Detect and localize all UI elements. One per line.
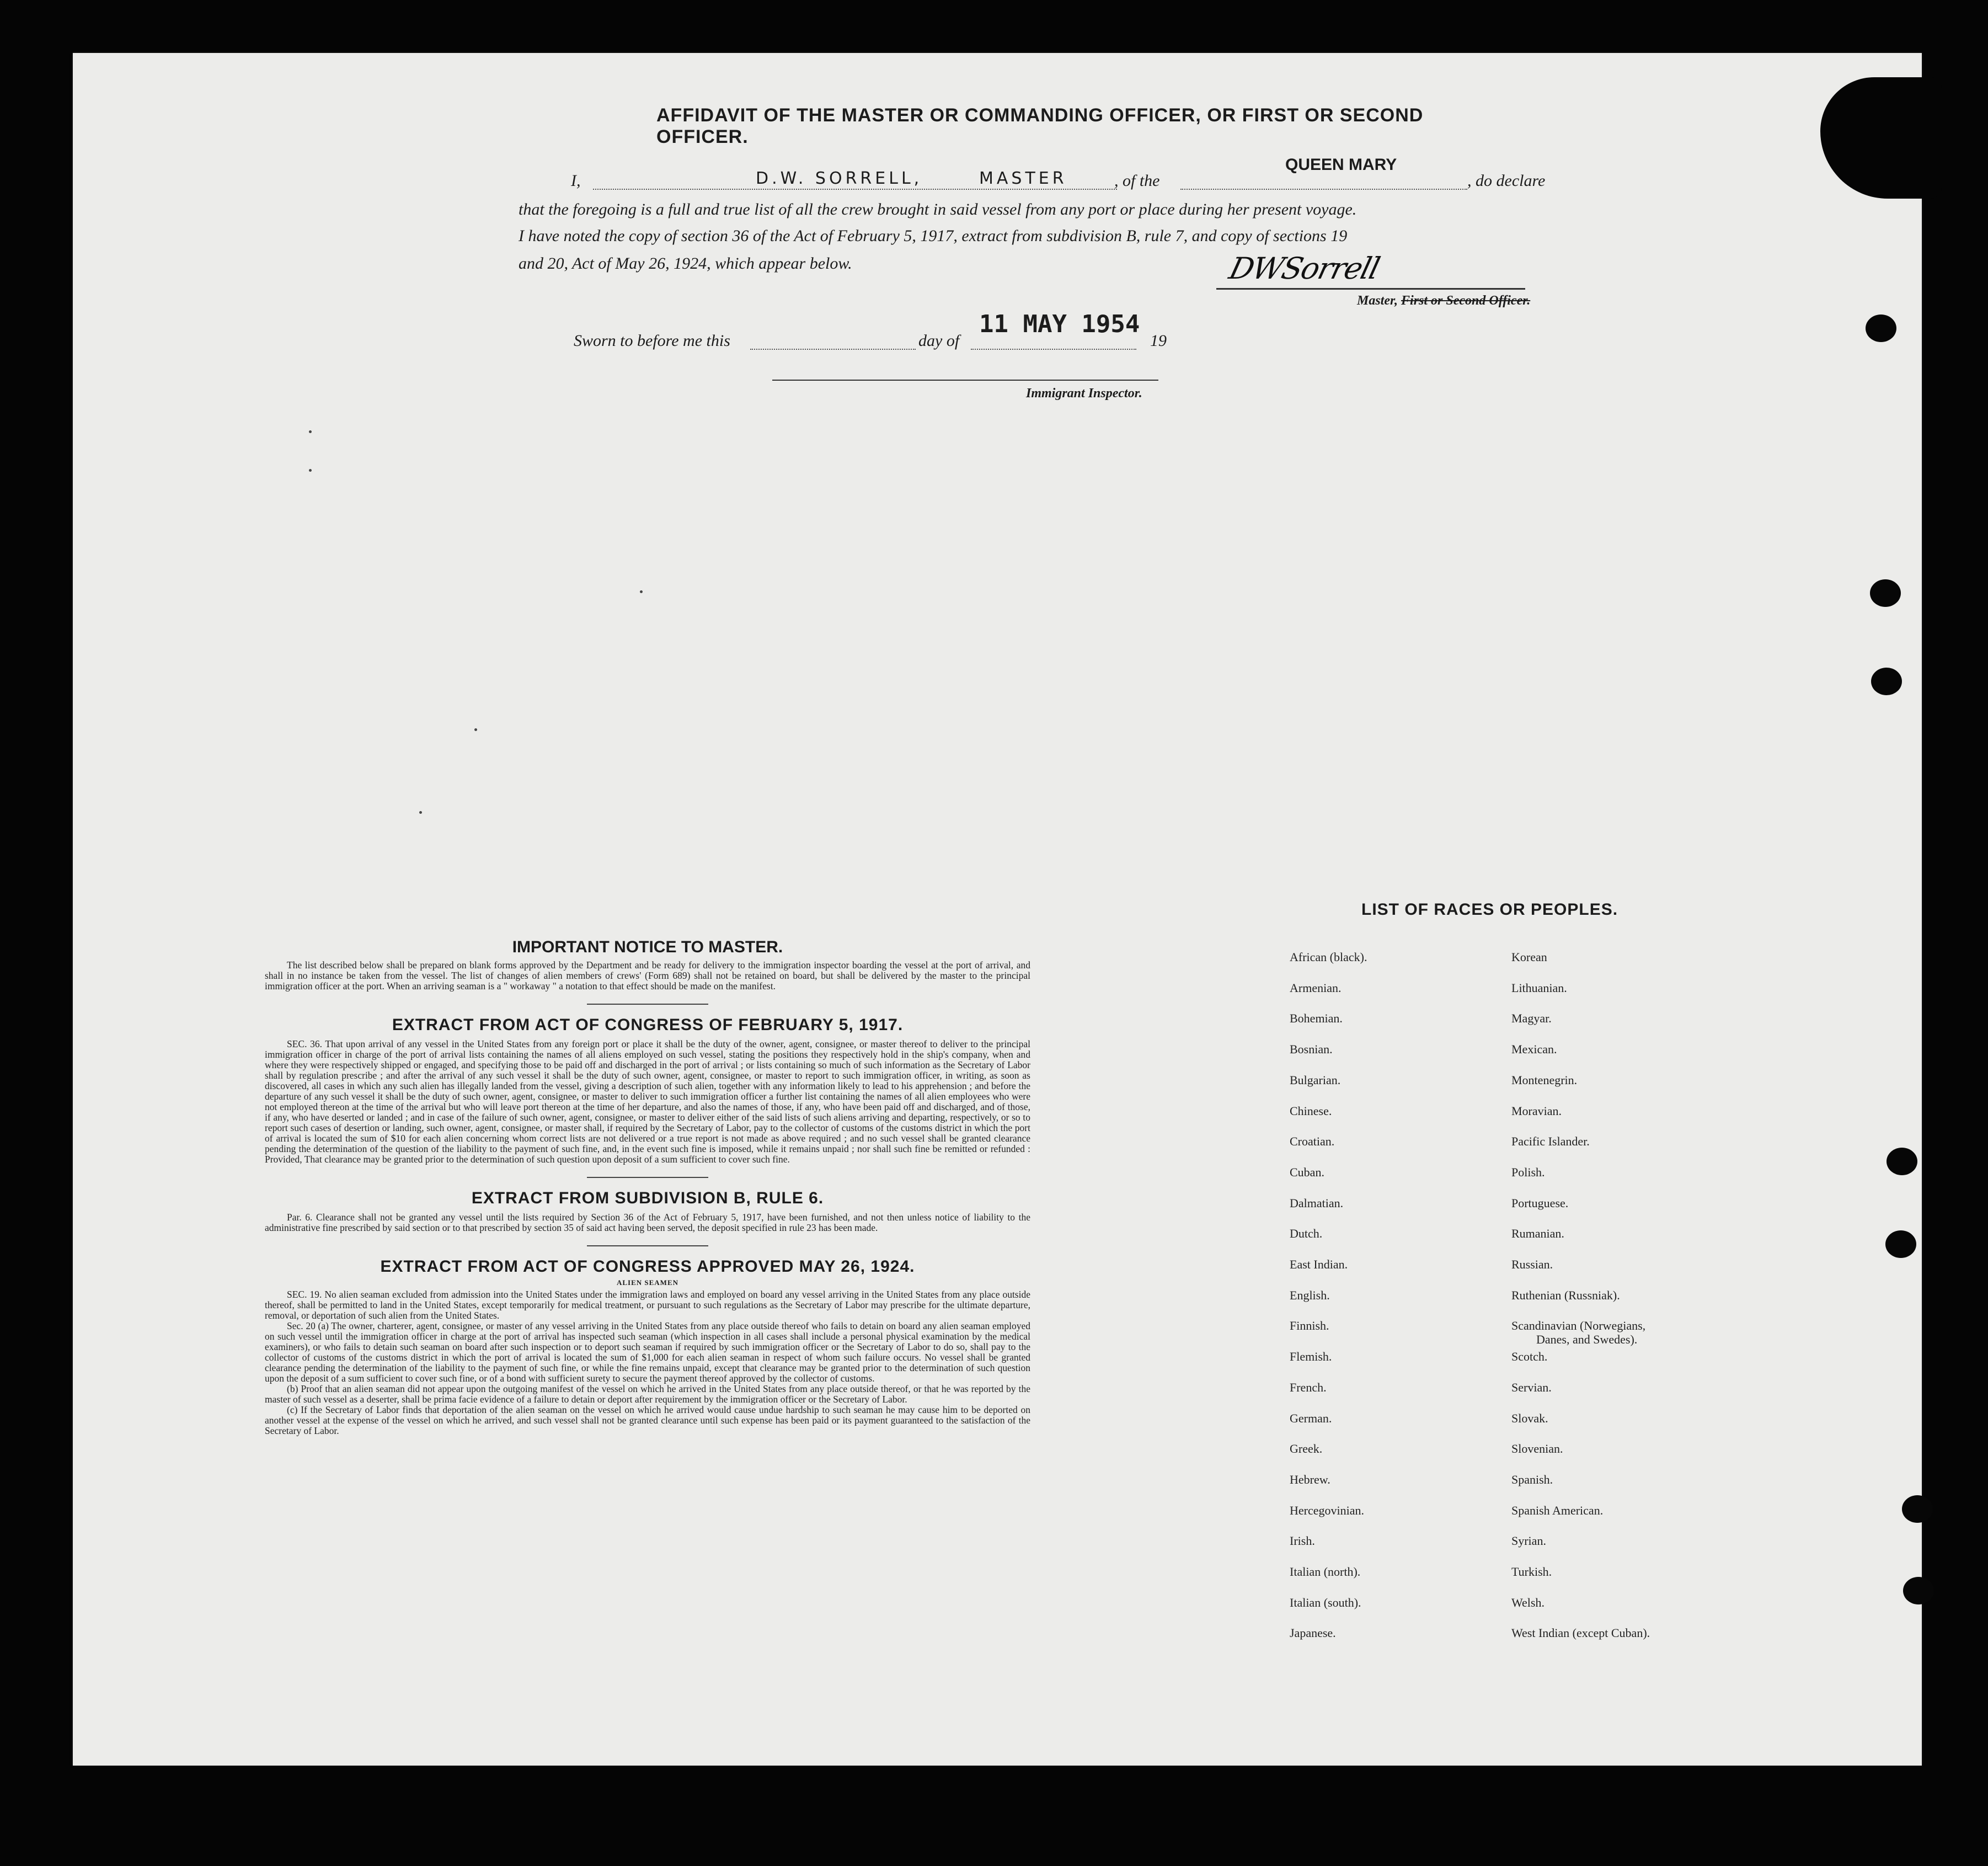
punch-hole (1887, 1148, 1917, 1175)
vessel-name: QUEEN MARY (1285, 156, 1397, 174)
punch-hole (1866, 314, 1896, 342)
race-item: Cuban. (1290, 1165, 1324, 1179)
sworn-day-line (750, 349, 916, 350)
declaration-line-4: and 20, Act of May 26, 1924, which appear below. (519, 254, 852, 273)
punch-hole (1871, 668, 1902, 695)
race-item: Servian. (1511, 1380, 1552, 1394)
race-item: Bohemian. (1290, 1011, 1343, 1026)
race-item: Ruthenian (Russniak). (1511, 1288, 1620, 1302)
extract-1924-sec20a: Sec. 20 (a) The owner, charterer, agent, consignee, or master of any vessel arriving in the United States from any place outside thereof who fails to detain on board any alien seaman employed on such vessel until the immigration officer in charge at the port of arrival has inspected such seaman (which inspection in all cases shall include a personal physical examination by the medical examiners), or who fails to detain such seaman on board after such inspection or to deport such seaman if required by such immigration officer or the Secretary of Labor to do so, shall pay to the collector of customs of the customs district in which the port of arrival is located the sum of $1,000 for each alien seaman in respect of whom such failure occurs. No vessel shall be granted clearance pending the determination of the liability to the payment of such fine, or while the fine remains unpaid, except that clearance may be granted prior to the determination of such question upon the deposit of a sum sufficient to cover such fine, or of a bond with sufficient surety to secure the payment thereof approved by the collector of customs. (265, 1320, 1030, 1384)
races-title: LIST OF RACES OR PEOPLES. (1361, 900, 1618, 919)
race-item: Greek. (1290, 1442, 1323, 1456)
extract-1917-text: SEC. 36. That upon arrival of any vessel in the United States from any foreign port or place it shall be the duty of the owner, agent, consignee, or master thereof to deliver to the principal immigration officer in charge of the port of arrival lists containing the names of all aliens employed on such vessel, stating the positions they respectively hold in the ship's company, when and where they were respectively shipped or engaged, and specifying those to be paid off and discharged in the port of arrival ; or lists containing so much of such information as the Secretary of Labor shall by regulation prescribe ; and after the arrival of any such vessel it shall be the duty of such owner, agent, consignee, or master to report to such immigration officer, in writing, as soon as discovered, all cases in which any such alien has illegally landed from the vessel, giving a description of such alien, together with any information likely to lead to his apprehension ; and before the departure of any such vessel it shall be the duty of such owner, agent, consignee, or master to deliver to such immigration officer a further list containing the names of all alien employees who were not employed thereon at the time of the arrival but who will leave port thereon at the time of her departure, and also the names of those, if any, who have been paid off and discharged, and of those, if any, who have deserted or landed ; and in case of the failure of such owner, agent, consignee, or master to deliver either of the said lists of such aliens arriving and departing, respectively, or so to report such cases of desertion or landing, such owner, agent, consignee, or master shall, if required by the Secretary of Labor, pay to the collector of customs of the customs district in which the port of arrival is located the sum of $10 for each alien concerning whom correct lists are not delivered or a true report is not made as above required ; and no such vessel shall be granted clearance pending the determination of the question of the liability to the payment of such fine, and, in the event such fine is imposed, while it remains unpaid ; nor shall such fine be remitted or refunded : Provided, That clearance may be granted prior to the determination of such question upon deposit of a sum sufficient to cover such fine. (265, 1038, 1030, 1165)
bleed-mark (309, 430, 312, 433)
signature-caption (1357, 294, 1530, 308)
inspector-line (772, 380, 1158, 381)
race-item: Welsh. (1511, 1595, 1545, 1609)
race-item: English. (1290, 1288, 1330, 1302)
signature-caption-master: Master, (1357, 294, 1402, 308)
declaration-line-3: I have noted the copy of section 36 of the Act of February 5, 1917, extract from subdivision B, rule 7, and copy of sections 19 (519, 227, 1348, 245)
race-item: Russian. (1511, 1257, 1553, 1271)
extract-1924-sec19: SEC. 19. No alien seaman excluded from admission into the United States under the immigration laws and employed on board any vessel arriving in the United States from any place outside thereof, shall be permitted to land in the United States, except temporarily for medical treatment, or pursuant to such regulations as the Secretary of Labor may prescribe for the ultimate departure, removal, or deportation of such alien from the United States. (265, 1289, 1030, 1321)
declaration-line-2: that the foregoing is a full and true list of all the crew brought in said vessel from any port or place during her present voyage. (519, 200, 1357, 218)
vessel-name-line (1180, 189, 1467, 190)
race-item: African (black). (1290, 950, 1367, 964)
bleed-mark (640, 590, 643, 593)
bleed-mark (474, 728, 477, 731)
divider (587, 1004, 708, 1005)
notice-text: The list described below shall be prepared on blank forms approved by the Department and be ready for delivery to the immigration inspector boarding the vessel at the port of arrival, and shall in no instance be taken from the vessel. The list of changes of alien members of crews' (Form 689) shall not be retained on board, but shall be delivered by the master to the principal immigration officer at the port. When an arriving seaman is a " workaway " a notation to that effect should be made on the manifest. (265, 959, 1030, 991)
extract-1917-title: EXTRACT FROM ACT OF CONGRESS OF FEBRUARY 5, 1917. (392, 1016, 904, 1034)
race-item: Armenian. (1290, 980, 1342, 995)
race-item: East Indian. (1290, 1257, 1348, 1271)
master-name: D.W. SORRELL, (756, 169, 923, 188)
race-item: Turkish. (1511, 1565, 1552, 1579)
race-item: German. (1290, 1411, 1332, 1425)
race-item: Hercegovinian. (1290, 1503, 1364, 1517)
race-item: Slovak. (1511, 1411, 1548, 1425)
bleed-mark (419, 811, 422, 814)
punch-hole (1870, 579, 1901, 607)
race-item: Dutch. (1290, 1227, 1323, 1241)
of-the-label: , of the (1114, 172, 1160, 190)
legal-extracts-column (265, 938, 1030, 1436)
notice-title: IMPORTANT NOTICE TO MASTER. (512, 938, 783, 956)
race-item: Dalmatian. (1290, 1196, 1344, 1210)
master-name-line (593, 189, 1117, 190)
punch-hole (1903, 1577, 1934, 1604)
race-item: Hebrew. (1290, 1472, 1330, 1486)
race-item: Scandinavian (Norwegians, (1511, 1319, 1646, 1333)
race-item: Spanish. (1511, 1472, 1553, 1486)
master-role: MASTER (979, 169, 1067, 188)
race-item: Bulgarian. (1290, 1073, 1341, 1087)
race-item: Pacific Islander. (1511, 1134, 1590, 1149)
race-item: Polish. (1511, 1165, 1545, 1179)
extract-rule6-text: Par. 6. Clearance shall not be granted any vessel until the lists required by Section 36 of the Act of February 5, 1917, have been furnished, and not then unless notice of liability to the administrative fine prescribed by said section or to that prescribed by section 35 of said act having been served, the deposit specified in rule 23 has been made. (265, 1212, 1030, 1233)
race-item: Irish. (1290, 1534, 1315, 1548)
race-item: Rumanian. (1511, 1227, 1564, 1241)
bleed-mark (309, 469, 312, 472)
extract-1924-sec20c: (c) If the Secretary of Labor finds that deportation of the alien seaman on the vessel on which he arrived would cause undue hardship to such seaman he may cause him to be deported on another vessel at the expense of the vessel on which he arrived, and such vessel shall not be granted clearance until such expense has been paid or its payment guaranteed to the satisfaction of the Secretary of Labor. (265, 1404, 1030, 1436)
signature-caption-struck: First or Second Officer. (1401, 294, 1531, 308)
race-item: Spanish American. (1511, 1503, 1604, 1517)
punch-hole (1902, 1495, 1933, 1523)
race-item: Italian (north). (1290, 1565, 1361, 1579)
do-declare-label: , do declare (1467, 172, 1546, 190)
master-signature: DWSorrell (1226, 251, 1383, 286)
affidavit-title: AFFIDAVIT OF THE MASTER OR COMMANDING OFFICER, OR FIRST OR SECOND OFFICER. (656, 105, 1424, 147)
race-item: Finnish. (1290, 1319, 1329, 1333)
race-item: West Indian (except Cuban). (1511, 1626, 1650, 1640)
extract-1924-subtitle: ALIEN SEAMEN (616, 1278, 679, 1287)
declaration-i-label: I, (571, 172, 581, 190)
race-item: Portuguese. (1511, 1196, 1569, 1210)
race-item: Montenegrin. (1511, 1073, 1578, 1087)
race-item: Croatian. (1290, 1134, 1335, 1149)
extract-rule6-title: EXTRACT FROM SUBDIVISION B, RULE 6. (471, 1189, 824, 1207)
sworn-label: Sworn to before me this (574, 332, 730, 350)
race-item: Italian (south). (1290, 1595, 1361, 1609)
race-item: Moravian. (1511, 1103, 1562, 1118)
race-item: Korean (1511, 950, 1547, 964)
extract-1924-title: EXTRACT FROM ACT OF CONGRESS APPROVED MAY 26, 1924. (380, 1257, 915, 1276)
divider (587, 1245, 708, 1246)
divider (587, 1177, 708, 1178)
race-item: French. (1290, 1380, 1327, 1394)
inspector-caption: Immigrant Inspector. (1026, 386, 1142, 401)
sworn-date-stamp: 11 MAY 1954 (979, 310, 1140, 338)
race-item: Lithuanian. (1511, 980, 1567, 995)
extract-1924-sec20b: (b) Proof that an alien seaman did not appear upon the outgoing manifest of the vessel on which he arrived in the United States from any place outside thereof, or that he was reported by the master of such vessel as a deserter, shall be prima facie evidence of a failure to detain or deport after requirement by the immigration officer or the Secretary of Labor. (265, 1383, 1030, 1405)
race-item: Bosnian. (1290, 1042, 1333, 1057)
race-item: Scotch. (1511, 1350, 1548, 1364)
race-item-continuation: Danes, and Swedes). (1536, 1332, 1638, 1346)
sworn-month-line (971, 349, 1136, 350)
race-item: Flemish. (1290, 1350, 1332, 1364)
race-item: Slovenian. (1511, 1442, 1563, 1456)
race-item: Mexican. (1511, 1042, 1557, 1057)
signature-line (1216, 288, 1525, 290)
year-label: 19 (1150, 332, 1167, 350)
race-item: Syrian. (1511, 1534, 1546, 1548)
punch-hole (1885, 1230, 1916, 1258)
day-of-label: day of (918, 332, 960, 350)
race-item: Magyar. (1511, 1011, 1552, 1026)
race-item: Japanese. (1290, 1626, 1336, 1640)
race-item: Chinese. (1290, 1103, 1332, 1118)
